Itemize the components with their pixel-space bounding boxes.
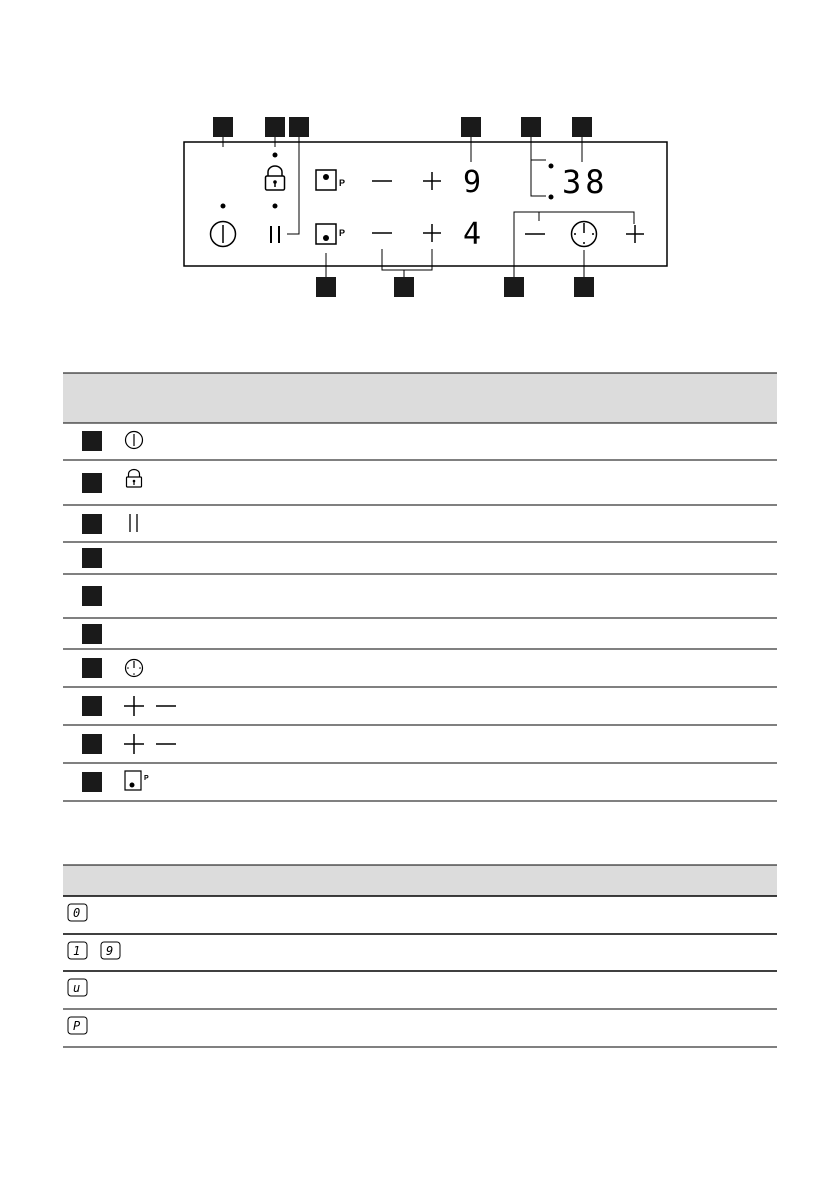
table-row-marker — [82, 734, 102, 754]
svg-text:9: 9 — [106, 944, 114, 958]
indicator-dot — [273, 204, 278, 209]
plus-icon — [626, 225, 644, 243]
power-icon — [211, 222, 236, 247]
timer-icon — [126, 660, 143, 677]
display-symbol — [68, 904, 87, 921]
display-symbol — [68, 942, 87, 959]
table-row-marker — [82, 586, 102, 606]
callout-marker-10 — [574, 277, 594, 297]
display-symbol — [68, 979, 87, 996]
svg-text:1: 1 — [73, 944, 81, 958]
table-row-marker — [82, 548, 102, 568]
callout-marker-8 — [394, 277, 414, 297]
table-row-marker — [82, 514, 102, 534]
indicator-dot — [549, 195, 554, 200]
timer-icon — [572, 222, 597, 247]
plus-icon — [124, 734, 144, 754]
callout-marker-5 — [521, 117, 541, 137]
callout-marker-2 — [265, 117, 285, 137]
control-panel-frame — [184, 142, 667, 266]
plus-icon — [423, 172, 441, 190]
table-row-marker — [82, 658, 102, 678]
callout-marker-4 — [461, 117, 481, 137]
indicator-dot — [273, 153, 278, 158]
pause-icon — [130, 514, 137, 532]
power-boost-icon — [125, 771, 149, 790]
svg-text:P: P — [339, 178, 346, 188]
svg-text:u: u — [73, 981, 81, 995]
pause-icon — [271, 226, 279, 243]
table-row-marker — [82, 473, 102, 493]
svg-text:P: P — [144, 775, 149, 782]
timer-display: 38 — [562, 163, 609, 201]
bottom-zone-level-display: 4 — [463, 217, 482, 252]
lock-icon — [266, 166, 285, 190]
svg-text:P: P — [339, 228, 346, 238]
display-symbol — [68, 1017, 87, 1034]
table-row-marker — [82, 772, 102, 792]
display-table-header — [63, 865, 777, 896]
svg-text:P: P — [73, 1019, 81, 1033]
power-boost-icon — [316, 224, 345, 244]
callout-marker-9 — [504, 277, 524, 297]
table-row-marker — [82, 696, 102, 716]
lock-icon — [127, 470, 142, 488]
callout-marker-6 — [572, 117, 592, 137]
indicator-dot — [549, 164, 554, 169]
power-icon — [126, 432, 143, 449]
indicator-dot — [221, 204, 226, 209]
callout-marker-3 — [289, 117, 309, 137]
callout-marker-1 — [213, 117, 233, 137]
top-zone-level-display: 9 — [463, 165, 482, 200]
plus-icon — [124, 696, 144, 716]
callout-marker-7 — [316, 277, 336, 297]
sensor-table-header — [63, 373, 777, 423]
power-boost-icon — [316, 170, 345, 190]
control-panel-diagram — [0, 0, 839, 310]
table-row-marker — [82, 431, 102, 451]
svg-text:0: 0 — [73, 906, 81, 920]
plus-icon — [423, 224, 441, 242]
table-row-marker — [82, 624, 102, 644]
display-symbol — [101, 942, 120, 959]
